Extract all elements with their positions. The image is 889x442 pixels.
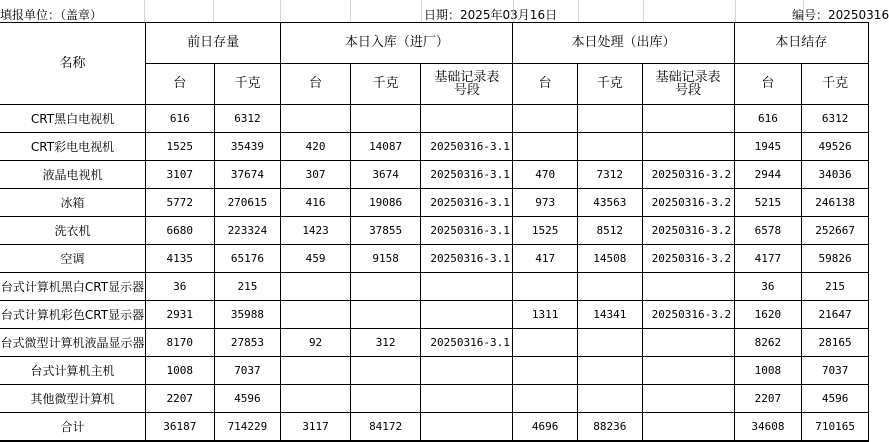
reporting-unit: 填报单位：（盖章） (0, 8, 103, 22)
table-row (0, 217, 869, 245)
prev-units-cell: 3107 (145, 161, 214, 189)
prev-units-cell: 5772 (145, 189, 214, 217)
in-kg-cell: 14087 (350, 133, 421, 161)
out-units-cell: 1311 (513, 301, 578, 329)
grid-line (578, 0, 579, 22)
prev-units-cell: 36 (145, 273, 214, 301)
table-row (0, 301, 869, 329)
report-date: 日期：2025年03月16日 (424, 8, 558, 22)
out-record-cell: 20250316-3.2 (642, 189, 734, 217)
grid-line (144, 0, 145, 22)
in-units-cell (281, 105, 351, 133)
in-units-cell (281, 301, 351, 329)
in-record-cell: 20250316-3.1 (421, 133, 513, 161)
inventory-table (0, 22, 869, 442)
end-units-cell: 1945 (734, 133, 802, 161)
col-header-units: 台 (145, 64, 214, 105)
in-kg-cell: 84172 (350, 413, 421, 442)
prev-units-cell: 2931 (145, 301, 214, 329)
end-kg-cell: 4596 (802, 385, 869, 413)
col-group-outbound: 本日处理（出库） (513, 23, 734, 64)
end-units-cell: 6578 (734, 217, 802, 245)
end-units-cell: 34608 (734, 413, 802, 442)
in-kg-cell (350, 385, 421, 413)
out-record-cell (642, 133, 734, 161)
table-row (0, 189, 869, 217)
in-record-cell (421, 301, 513, 329)
grid-line (421, 0, 422, 22)
in-kg-cell (350, 105, 421, 133)
out-units-cell: 1525 (513, 217, 578, 245)
in-record-cell: 20250316-3.1 (421, 329, 513, 357)
in-kg-cell (350, 301, 421, 329)
row-name-cell: 台式计算机彩色CRT显示器 (0, 301, 145, 329)
row-name-cell: CRT黑白电视机 (0, 105, 145, 133)
in-record-cell (421, 385, 513, 413)
prev-units-cell: 4135 (145, 245, 214, 273)
in-kg-cell (350, 273, 421, 301)
out-record-cell (642, 105, 734, 133)
in-units-cell: 92 (281, 329, 351, 357)
end-kg-cell: 59826 (802, 245, 869, 273)
col-header-kg: 千克 (350, 64, 421, 105)
prev-units-cell: 8170 (145, 329, 214, 357)
end-units-cell: 8262 (734, 329, 802, 357)
table-row (0, 357, 869, 385)
end-units-cell: 5215 (734, 189, 802, 217)
in-kg-cell (350, 357, 421, 385)
prev-kg-cell: 714229 (214, 413, 281, 442)
end-kg-cell: 21647 (802, 301, 869, 329)
row-name-cell: 台式微型计算机液晶显示器 (0, 329, 145, 357)
row-name-cell: 合计 (0, 413, 145, 442)
col-header-units: 台 (513, 64, 578, 105)
in-kg-cell: 312 (350, 329, 421, 357)
end-units-cell: 2207 (734, 385, 802, 413)
grid-line (735, 0, 736, 22)
out-kg-cell (577, 105, 642, 133)
out-kg-cell: 14341 (577, 301, 642, 329)
in-record-cell: 20250316-3.1 (421, 189, 513, 217)
in-units-cell: 420 (281, 133, 351, 161)
in-record-cell: 20250316-3.1 (421, 217, 513, 245)
out-record-cell (642, 357, 734, 385)
out-kg-cell (577, 133, 642, 161)
prev-kg-cell: 27853 (214, 329, 281, 357)
in-units-cell: 459 (281, 245, 351, 273)
prev-kg-cell: 65176 (214, 245, 281, 273)
row-name-cell: 冰箱 (0, 189, 145, 217)
header-row-groups (0, 23, 869, 64)
end-units-cell: 616 (734, 105, 802, 133)
grid-line (513, 0, 514, 22)
form-header (0, 0, 889, 22)
prev-kg-cell: 7037 (214, 357, 281, 385)
row-name-cell: 台式计算机主机 (0, 357, 145, 385)
row-name-cell: 台式计算机黑白CRT显示器 (0, 273, 145, 301)
prev-units-cell: 6680 (145, 217, 214, 245)
out-record-cell (642, 385, 734, 413)
col-group-prev-stock: 前日存量 (145, 23, 280, 64)
prev-units-cell: 1008 (145, 357, 214, 385)
out-kg-cell: 43563 (577, 189, 642, 217)
col-group-inbound: 本日入库（进厂） (281, 23, 513, 64)
row-name-cell: CRT彩电电视机 (0, 133, 145, 161)
in-units-cell: 416 (281, 189, 351, 217)
out-kg-cell (577, 385, 642, 413)
prev-units-cell: 1525 (145, 133, 214, 161)
prev-kg-cell: 215 (214, 273, 281, 301)
in-units-cell (281, 273, 351, 301)
grid-line (280, 0, 281, 22)
grid-line (213, 0, 214, 22)
out-units-cell: 4696 (513, 413, 578, 442)
out-kg-cell: 7312 (577, 161, 642, 189)
out-units-cell: 417 (513, 245, 578, 273)
end-kg-cell: 49526 (802, 133, 869, 161)
out-record-cell (642, 413, 734, 442)
out-units-cell (513, 385, 578, 413)
out-units-cell: 470 (513, 161, 578, 189)
row-name-cell: 液晶电视机 (0, 161, 145, 189)
table-row (0, 245, 869, 273)
out-units-cell (513, 105, 578, 133)
in-record-cell (421, 273, 513, 301)
prev-units-cell: 616 (145, 105, 214, 133)
table-row (0, 105, 869, 133)
prev-kg-cell: 35439 (214, 133, 281, 161)
out-kg-cell (577, 357, 642, 385)
end-units-cell: 1008 (734, 357, 802, 385)
out-units-cell: 973 (513, 189, 578, 217)
prev-kg-cell: 37674 (214, 161, 281, 189)
col-header-kg: 千克 (802, 64, 869, 105)
in-units-cell: 3117 (281, 413, 351, 442)
grid-line (803, 0, 804, 22)
out-record-cell: 20250316-3.2 (642, 217, 734, 245)
out-record-cell (642, 329, 734, 357)
prev-kg-cell: 6312 (214, 105, 281, 133)
table-row (0, 273, 869, 301)
end-units-cell: 1620 (734, 301, 802, 329)
in-kg-cell: 3674 (350, 161, 421, 189)
row-name-cell: 空调 (0, 245, 145, 273)
prev-units-cell: 2207 (145, 385, 214, 413)
end-units-cell: 36 (734, 273, 802, 301)
prev-kg-cell: 223324 (214, 217, 281, 245)
out-units-cell (513, 329, 578, 357)
in-units-cell (281, 357, 351, 385)
out-kg-cell: 14508 (577, 245, 642, 273)
in-record-cell (421, 105, 513, 133)
in-record-cell (421, 413, 513, 442)
prev-units-cell: 36187 (145, 413, 214, 442)
col-header-record-no: 基础记录表 号段 (642, 64, 734, 105)
out-kg-cell: 88236 (577, 413, 642, 442)
table-row (0, 133, 869, 161)
out-record-cell: 20250316-3.2 (642, 301, 734, 329)
in-units-cell (281, 385, 351, 413)
row-name-cell: 洗衣机 (0, 217, 145, 245)
table-body (0, 105, 869, 442)
end-units-cell: 4177 (734, 245, 802, 273)
col-header-record-no: 基础记录表 号段 (421, 64, 513, 105)
col-group-end-stock: 本日结存 (734, 23, 868, 64)
in-kg-cell: 9158 (350, 245, 421, 273)
col-header-kg: 千克 (214, 64, 281, 105)
table-row (0, 385, 869, 413)
prev-kg-cell: 35988 (214, 301, 281, 329)
out-units-cell (513, 357, 578, 385)
end-kg-cell: 7037 (802, 357, 869, 385)
out-record-cell (642, 273, 734, 301)
out-units-cell (513, 133, 578, 161)
total-row (0, 413, 869, 442)
out-kg-cell (577, 329, 642, 357)
grid-line (350, 0, 351, 22)
end-kg-cell: 215 (802, 273, 869, 301)
end-kg-cell: 252667 (802, 217, 869, 245)
in-kg-cell: 37855 (350, 217, 421, 245)
in-units-cell: 307 (281, 161, 351, 189)
end-units-cell: 2944 (734, 161, 802, 189)
table-row (0, 329, 869, 357)
prev-kg-cell: 4596 (214, 385, 281, 413)
out-record-cell: 20250316-3.2 (642, 161, 734, 189)
out-kg-cell (577, 273, 642, 301)
in-units-cell: 1423 (281, 217, 351, 245)
end-kg-cell: 246138 (802, 189, 869, 217)
table-row (0, 161, 869, 189)
end-kg-cell: 6312 (802, 105, 869, 133)
serial-number: 编号：20250316 (792, 8, 889, 22)
prev-kg-cell: 270615 (214, 189, 281, 217)
end-kg-cell: 28165 (802, 329, 869, 357)
col-header-units: 台 (281, 64, 351, 105)
col-header-kg: 千克 (577, 64, 642, 105)
col-header-name: 名称 (0, 23, 145, 105)
grid-line (643, 0, 644, 22)
col-header-units: 台 (734, 64, 802, 105)
row-name-cell: 其他微型计算机 (0, 385, 145, 413)
end-kg-cell: 34036 (802, 161, 869, 189)
out-record-cell: 20250316-3.2 (642, 245, 734, 273)
in-record-cell: 20250316-3.1 (421, 161, 513, 189)
end-kg-cell: 710165 (802, 413, 869, 442)
in-kg-cell: 19086 (350, 189, 421, 217)
in-record-cell: 20250316-3.1 (421, 245, 513, 273)
out-kg-cell: 8512 (577, 217, 642, 245)
in-record-cell (421, 357, 513, 385)
out-units-cell (513, 273, 578, 301)
